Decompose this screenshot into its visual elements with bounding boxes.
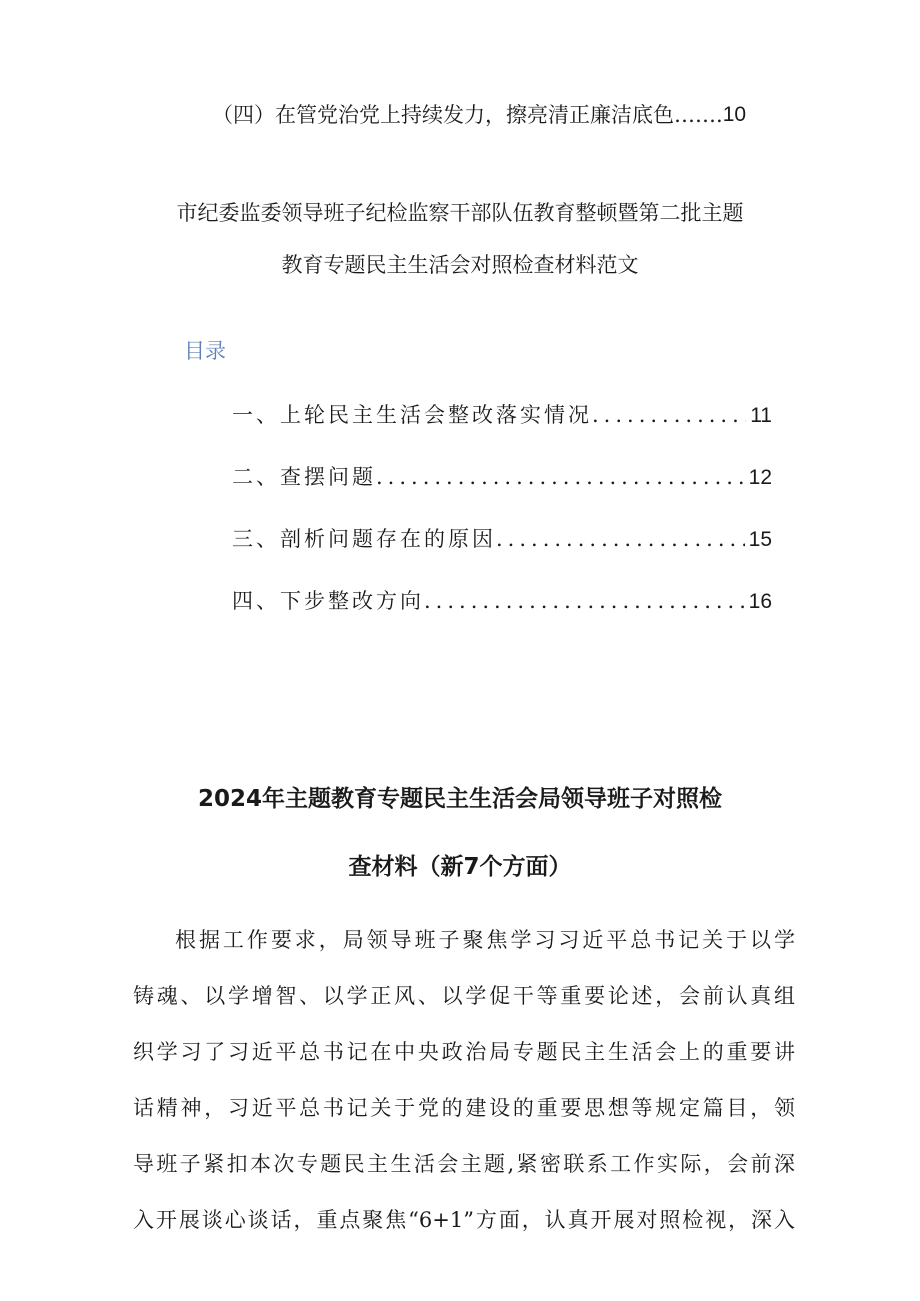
toc-page-number: 12 [748, 466, 772, 489]
toc-entry-label: 一、上轮民主生活会整改落实情况 [232, 403, 592, 427]
document-title-line-2: 教育专题民主生活会对照检查材料范文 [281, 253, 639, 277]
toc-leader-dots [376, 462, 745, 492]
toc-entry[interactable] [232, 524, 772, 555]
previous-toc-entry[interactable] [212, 100, 802, 130]
main-title-line-2: 查材料（新7个方面） [348, 854, 572, 880]
toc-entry[interactable] [232, 586, 772, 617]
body-line: 话精神，习近平总书记关于党的建设的重要思想等规定篇目，领 [133, 1096, 795, 1120]
toc-heading: 目录 [184, 339, 226, 363]
toc-entry-label: （四）在管党治党上持续发力，擦亮清正廉洁底色 [212, 103, 674, 127]
body-line: 入开展谈心谈话，重点聚焦“6+1”方面，认真开展对照检视，深入 [133, 1208, 795, 1232]
toc-leader-dots [424, 586, 745, 616]
toc-page-number: 15 [748, 528, 772, 551]
toc-leader-dots [496, 524, 745, 554]
toc-page-number: 10 [722, 103, 747, 126]
body-line: 织学习了习近平总书记在中央政治局专题民主生活会上的重要讲 [133, 1040, 795, 1064]
toc-entry[interactable] [232, 400, 772, 431]
toc-leader-dots: ……. [674, 103, 723, 127]
toc-page-number: 16 [748, 590, 772, 613]
toc-entry-label: 三、剖析问题存在的原因 [232, 527, 496, 551]
toc-entry[interactable] [232, 462, 772, 493]
body-line: 根据工作要求，局领导班子聚焦学习习近平总书记关于以学 [175, 928, 795, 952]
toc-entry-label: 二、查摆问题 [232, 465, 376, 489]
body-line: 导班子紧扣本次专题民主生活会主题,紧密联系工作实际，会前深 [133, 1152, 795, 1176]
toc-entry-label: 四、下步整改方向 [232, 589, 424, 613]
toc-page-number: 11 [750, 404, 772, 427]
body-line: 铸魂、以学增智、以学正风、以学促干等重要论述，会前认真组 [133, 984, 795, 1008]
document-title-line-1: 市纪委监委领导班子纪检监察干部队伍教育整顿暨第二批主题 [176, 201, 744, 225]
toc-leader-dots [592, 400, 746, 430]
body-paragraph [133, 912, 795, 1248]
main-title-line-1: 2024年主题教育专题民主生活会局领导班子对照检 [197, 786, 722, 812]
